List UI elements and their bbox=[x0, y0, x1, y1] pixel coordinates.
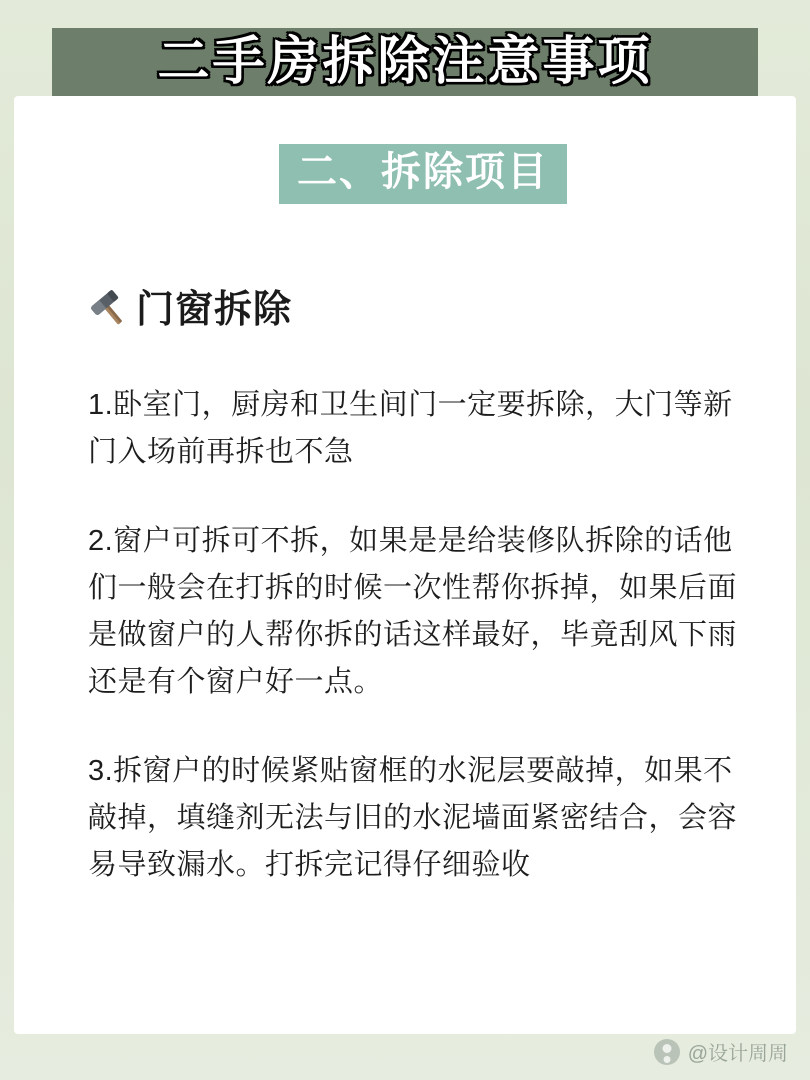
section-heading: 二、拆除项目 bbox=[297, 150, 549, 194]
body-content bbox=[88, 382, 752, 889]
title-banner bbox=[52, 28, 758, 96]
avatar bbox=[654, 1039, 680, 1065]
section-heading-banner bbox=[279, 144, 567, 204]
paragraph-3: 3.拆窗户的时候紧贴窗框的水泥层要敲掉，如果不敲掉，填缝剂无法与旧的水泥墙面紧密结合，会容易导致漏水。打拆完记得仔细验收 bbox=[88, 755, 738, 881]
sub-heading-label: 门窗拆除 bbox=[136, 289, 293, 331]
sub-heading-row bbox=[88, 288, 292, 332]
paragraph-1: 1.卧室门，厨房和卫生间门一定要拆除，大门等新门入场前再拆也不急 bbox=[88, 389, 733, 468]
paragraph-2: 2.窗户可拆可不拆，如果是是给装修队拆除的话他们一般会在打拆的时候一次性帮你拆掉，如果后面是做窗户的人帮你拆的话这样最好，毕竟刮风下雨还是有个窗户好一点。 bbox=[88, 525, 738, 698]
watermark-label: @设计周周 bbox=[687, 1043, 788, 1065]
hammer-icon bbox=[88, 288, 132, 332]
watermark bbox=[654, 1037, 788, 1066]
page-title: 二手房拆除注意事项 bbox=[157, 33, 653, 91]
